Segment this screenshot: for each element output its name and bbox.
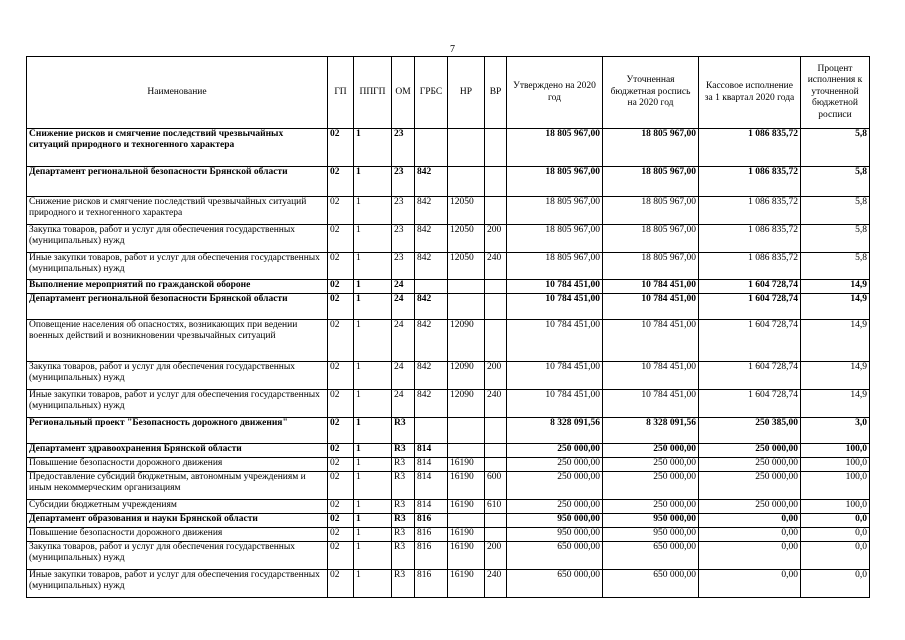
cell-om: 23 [392,253,415,280]
cell-name: Департамент образования и науки Брянской области [27,514,328,528]
cell-gp: 02 [328,514,354,528]
cell-grbs: 816 [415,528,448,542]
cell-nr: 12090 [448,362,485,390]
cell-approved: 10 784 451,00 [507,320,603,362]
cell-nr: 12090 [448,390,485,418]
cell-nr: 12050 [448,225,485,253]
cell-om: 23 [392,197,415,225]
cell-percent: 0,0 [801,514,870,528]
col-header-gp: ГП [328,57,354,129]
cell-grbs: 816 [415,570,448,598]
header-row [27,57,870,129]
cell-ppgp: 1 [354,500,392,514]
cell-approved: 650 000,00 [507,542,603,570]
table-row [27,280,870,294]
cell-gp: 02 [328,167,354,197]
cell-name: Повышение безопасности дорожного движения [27,528,328,542]
cell-name: Снижение рисков и смягчение последствий чрезвычайных ситуаций природного и техногенного характера [27,129,328,167]
cell-ppgp: 1 [354,225,392,253]
col-header-percent: Процент исполнения к уточненной бюджетной росписи [801,57,870,129]
cell-revised: 10 784 451,00 [603,280,699,294]
cell-revised: 10 784 451,00 [603,390,699,418]
cell-ppgp: 1 [354,542,392,570]
cell-grbs [415,129,448,167]
cell-vr [485,197,507,225]
cell-om: R3 [392,458,415,472]
cell-percent: 3,0 [801,418,870,444]
cell-approved: 250 000,00 [507,500,603,514]
cell-om: R3 [392,500,415,514]
cell-nr: 16190 [448,458,485,472]
cell-name: Иные закупки товаров, работ и услуг для обеспечения государственных (муниципальных) нужд [27,390,328,418]
cell-vr [485,444,507,458]
cell-ppgp: 1 [354,458,392,472]
col-header-cash: Кассовое исполнение за 1 квартал 2020 года [699,57,801,129]
cell-cash: 1 604 728,74 [699,280,801,294]
cell-ppgp: 1 [354,362,392,390]
cell-approved: 10 784 451,00 [507,294,603,320]
cell-nr [448,167,485,197]
cell-om: R3 [392,528,415,542]
cell-om: R3 [392,472,415,500]
cell-approved: 950 000,00 [507,514,603,528]
cell-percent: 0,0 [801,528,870,542]
cell-vr: 200 [485,225,507,253]
cell-gp: 02 [328,458,354,472]
cell-approved: 10 784 451,00 [507,362,603,390]
cell-gp: 02 [328,320,354,362]
cell-vr [485,418,507,444]
col-header-vr: ВР [485,57,507,129]
cell-grbs: 816 [415,514,448,528]
cell-gp: 02 [328,129,354,167]
cell-om: 23 [392,225,415,253]
cell-gp: 02 [328,528,354,542]
cell-vr: 240 [485,253,507,280]
cell-name: Иные закупки товаров, работ и услуг для обеспечения государственных (муниципальных) нужд [27,253,328,280]
cell-cash: 1 086 835,72 [699,253,801,280]
cell-grbs: 814 [415,458,448,472]
cell-revised: 10 784 451,00 [603,320,699,362]
cell-gp: 02 [328,225,354,253]
cell-om: 23 [392,167,415,197]
cell-name: Департамент региональной безопасности Брянской области [27,167,328,197]
cell-name: Закупка товаров, работ и услуг для обеспечения государственных (муниципальных) нужд [27,362,328,390]
cell-approved: 250 000,00 [507,472,603,500]
cell-gp: 02 [328,197,354,225]
cell-revised: 250 000,00 [603,458,699,472]
cell-vr: 610 [485,500,507,514]
cell-ppgp: 1 [354,294,392,320]
cell-om: R3 [392,514,415,528]
cell-om: 24 [392,280,415,294]
cell-nr: 16190 [448,528,485,542]
cell-grbs: 842 [415,320,448,362]
cell-vr [485,528,507,542]
cell-percent: 5,8 [801,253,870,280]
cell-name: Предоставление субсидий бюджетным, автономным учреждениям и иным некоммерческим организациям [27,472,328,500]
cell-gp: 02 [328,570,354,598]
table-row [27,129,870,167]
cell-grbs: 842 [415,362,448,390]
cell-revised: 8 328 091,56 [603,418,699,444]
cell-nr [448,418,485,444]
cell-om: R3 [392,570,415,598]
cell-revised: 18 805 967,00 [603,253,699,280]
cell-percent: 0,0 [801,570,870,598]
cell-grbs: 814 [415,472,448,500]
cell-vr [485,129,507,167]
table-row [27,472,870,500]
cell-percent: 14,9 [801,390,870,418]
cell-nr: 12090 [448,320,485,362]
col-header-revised: Уточненная бюджетная роспись на 2020 год [603,57,699,129]
table-row [27,542,870,570]
cell-ppgp: 1 [354,472,392,500]
cell-nr: 16190 [448,542,485,570]
cell-om: R3 [392,542,415,570]
cell-revised: 18 805 967,00 [603,167,699,197]
cell-approved: 650 000,00 [507,570,603,598]
cell-grbs: 842 [415,225,448,253]
cell-name: Снижение рисков и смягчение последствий чрезвычайных ситуаций природного и техногенного характера [27,197,328,225]
cell-approved: 8 328 091,56 [507,418,603,444]
cell-percent: 5,8 [801,167,870,197]
cell-name: Департамент здравоохранения Брянской области [27,444,328,458]
table-row [27,225,870,253]
cell-gp: 02 [328,294,354,320]
cell-grbs [415,418,448,444]
table-row [27,528,870,542]
cell-cash: 1 604 728,74 [699,390,801,418]
cell-om: 24 [392,362,415,390]
cell-gp: 02 [328,500,354,514]
cell-ppgp: 1 [354,320,392,362]
cell-vr [485,294,507,320]
cell-revised: 250 000,00 [603,472,699,500]
table-row [27,458,870,472]
cell-name: Иные закупки товаров, работ и услуг для обеспечения государственных (муниципальных) нужд [27,570,328,598]
cell-percent: 14,9 [801,294,870,320]
cell-name: Закупка товаров, работ и услуг для обеспечения государственных (муниципальных) нужд [27,542,328,570]
cell-ppgp: 1 [354,418,392,444]
table-row [27,294,870,320]
cell-ppgp: 1 [354,528,392,542]
table-row [27,362,870,390]
cell-revised: 10 784 451,00 [603,294,699,320]
col-header-grbs: ГРБС [415,57,448,129]
cell-revised: 650 000,00 [603,542,699,570]
cell-nr [448,444,485,458]
cell-nr: 16190 [448,570,485,598]
cell-approved: 18 805 967,00 [507,253,603,280]
cell-ppgp: 1 [354,570,392,598]
cell-cash: 250 000,00 [699,500,801,514]
cell-cash: 0,00 [699,528,801,542]
cell-percent: 100,0 [801,458,870,472]
cell-name: Департамент региональной безопасности Брянской области [27,294,328,320]
cell-om: R3 [392,418,415,444]
cell-cash: 250 000,00 [699,458,801,472]
cell-ppgp: 1 [354,197,392,225]
cell-vr [485,320,507,362]
cell-cash: 0,00 [699,570,801,598]
table-row [27,253,870,280]
cell-gp: 02 [328,472,354,500]
cell-gp: 02 [328,418,354,444]
cell-name: Повышение безопасности дорожного движения [27,458,328,472]
cell-gp: 02 [328,280,354,294]
cell-cash: 1 604 728,74 [699,320,801,362]
cell-cash: 1 086 835,72 [699,197,801,225]
cell-grbs: 842 [415,197,448,225]
table-row [27,418,870,444]
cell-cash: 0,00 [699,514,801,528]
cell-revised: 250 000,00 [603,500,699,514]
cell-grbs: 842 [415,390,448,418]
cell-grbs: 842 [415,253,448,280]
cell-om: 24 [392,320,415,362]
cell-gp: 02 [328,253,354,280]
cell-cash: 1 086 835,72 [699,167,801,197]
cell-vr [485,458,507,472]
cell-vr [485,280,507,294]
cell-ppgp: 1 [354,129,392,167]
cell-nr: 12050 [448,253,485,280]
cell-cash: 0,00 [699,542,801,570]
table-row [27,514,870,528]
cell-cash: 1 086 835,72 [699,225,801,253]
col-header-nr: НР [448,57,485,129]
cell-approved: 10 784 451,00 [507,280,603,294]
cell-approved: 950 000,00 [507,528,603,542]
table-row [27,167,870,197]
cell-percent: 100,0 [801,444,870,458]
cell-grbs: 842 [415,294,448,320]
cell-percent: 14,9 [801,362,870,390]
cell-ppgp: 1 [354,167,392,197]
cell-percent: 100,0 [801,472,870,500]
table-row [27,390,870,418]
cell-nr [448,280,485,294]
cell-vr: 200 [485,542,507,570]
cell-vr: 200 [485,362,507,390]
cell-name: Субсидии бюджетным учреждениям [27,500,328,514]
cell-name: Региональный проект "Безопасность дорожного движения" [27,418,328,444]
cell-grbs: 842 [415,167,448,197]
cell-om: 23 [392,129,415,167]
cell-revised: 18 805 967,00 [603,225,699,253]
cell-nr: 16190 [448,472,485,500]
cell-nr [448,129,485,167]
cell-approved: 250 000,00 [507,458,603,472]
cell-grbs: 816 [415,542,448,570]
col-header-approved: Утверждено на 2020 год [507,57,603,129]
cell-gp: 02 [328,390,354,418]
cell-cash: 250 000,00 [699,444,801,458]
table-row [27,444,870,458]
cell-ppgp: 1 [354,390,392,418]
cell-cash: 1 086 835,72 [699,129,801,167]
cell-revised: 950 000,00 [603,528,699,542]
cell-approved: 18 805 967,00 [507,225,603,253]
cell-approved: 18 805 967,00 [507,129,603,167]
page-number: 7 [450,44,455,55]
cell-cash: 250 385,00 [699,418,801,444]
table-row [27,197,870,225]
cell-cash: 250 000,00 [699,472,801,500]
cell-name: Оповещение населения об опасностях, возникающих при ведении военных действий и возникновении чрезвычайных ситуаций [27,320,328,362]
cell-approved: 18 805 967,00 [507,197,603,225]
cell-om: 24 [392,294,415,320]
cell-name: Закупка товаров, работ и услуг для обеспечения государственных (муниципальных) нужд [27,225,328,253]
cell-approved: 18 805 967,00 [507,167,603,197]
cell-revised: 650 000,00 [603,570,699,598]
cell-nr [448,514,485,528]
cell-revised: 18 805 967,00 [603,129,699,167]
cell-vr: 240 [485,390,507,418]
col-header-name: Наименование [27,57,328,129]
cell-percent: 5,8 [801,197,870,225]
table-row [27,570,870,598]
cell-percent: 14,9 [801,320,870,362]
cell-grbs [415,280,448,294]
cell-percent: 0,0 [801,542,870,570]
cell-approved: 10 784 451,00 [507,390,603,418]
cell-vr: 600 [485,472,507,500]
cell-om: R3 [392,444,415,458]
table-row [27,320,870,362]
cell-cash: 1 604 728,74 [699,362,801,390]
cell-om: 24 [392,390,415,418]
cell-vr [485,167,507,197]
cell-ppgp: 1 [354,514,392,528]
cell-percent: 5,8 [801,129,870,167]
cell-grbs: 814 [415,500,448,514]
cell-ppgp: 1 [354,444,392,458]
cell-revised: 18 805 967,00 [603,197,699,225]
cell-percent: 14,9 [801,280,870,294]
budget-table [26,56,870,598]
cell-revised: 250 000,00 [603,444,699,458]
cell-ppgp: 1 [354,280,392,294]
cell-approved: 250 000,00 [507,444,603,458]
cell-gp: 02 [328,362,354,390]
cell-revised: 950 000,00 [603,514,699,528]
cell-gp: 02 [328,542,354,570]
cell-cash: 1 604 728,74 [699,294,801,320]
cell-nr: 16190 [448,500,485,514]
col-header-om: ОМ [392,57,415,129]
cell-vr [485,514,507,528]
cell-gp: 02 [328,444,354,458]
table-row [27,500,870,514]
cell-ppgp: 1 [354,253,392,280]
col-header-ppgp: ППГП [354,57,392,129]
cell-revised: 10 784 451,00 [603,362,699,390]
cell-nr [448,294,485,320]
cell-percent: 100,0 [801,500,870,514]
cell-percent: 5,8 [801,225,870,253]
cell-vr: 240 [485,570,507,598]
cell-nr: 12050 [448,197,485,225]
cell-name: Выполнение мероприятий по гражданской обороне [27,280,328,294]
cell-grbs: 814 [415,444,448,458]
